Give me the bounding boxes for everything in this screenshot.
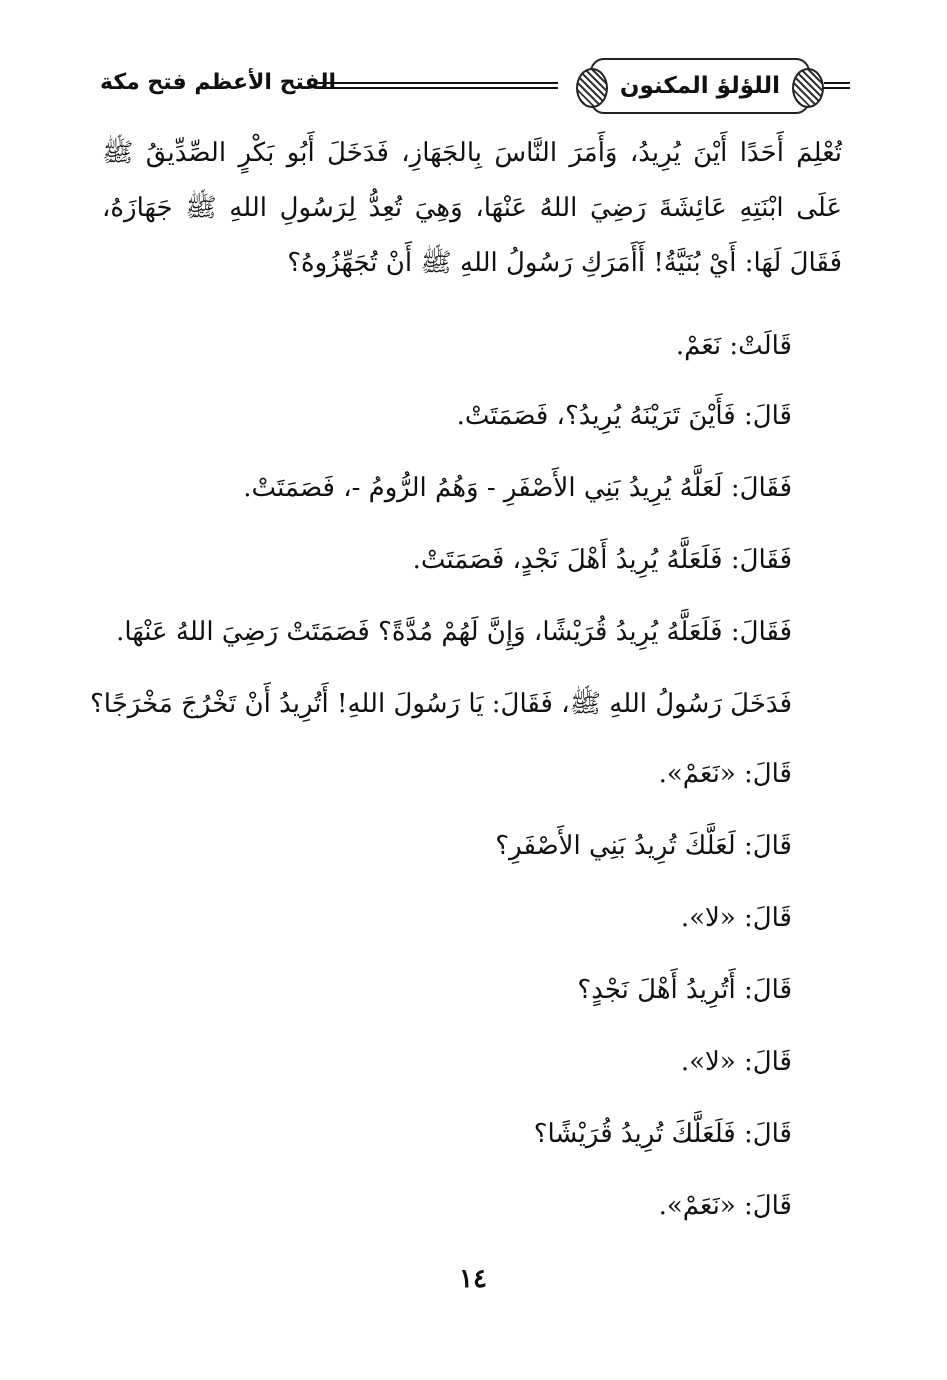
dialogue-line: فَقَالَ: لَعَلَّهُ يُرِيدُ بَنِي الأَصْفَرِ - وَهُمُ الرُّومُ -، فَصَمَتَتْ. xyxy=(243,473,792,503)
page-number: ١٤ xyxy=(459,1264,487,1294)
page-header xyxy=(100,58,850,120)
book-title-cartouche xyxy=(590,58,810,114)
header-rule-left xyxy=(318,82,558,89)
book-title: اللؤلؤ المكنون xyxy=(619,72,781,99)
dialogue-line: فَدَخَلَ رَسُولُ اللهِ ﷺ، فَقَالَ: يَا رَسُولَ اللهِ! أَتُرِيدُ أَنْ تَخْرُجَ مَخْرَجًا؟ xyxy=(89,689,792,719)
dialogue-line: قَالَ: فَلَعَلَّكَ تُرِيدُ قُرَيْشًا؟ xyxy=(533,1119,792,1149)
dialogue-line: قَالَ: «نَعَمْ». xyxy=(658,759,792,789)
dialogue-line: قَالَ: فَأَيْنَ تَرَيْنَهُ يُرِيدُ؟، فَصَمَتَتْ. xyxy=(456,401,792,431)
dialogue-line: قَالَ: أَتُرِيدُ أَهْلَ نَجْدٍ؟ xyxy=(577,975,792,1005)
dialogue-line: فَقَالَ: فَلَعَلَّهُ يُرِيدُ قُرَيْشًا، وَإِنَّ لَهُمْ مُدَّةً؟ فَصَمَتَتْ رَضِيَ اللهُ عَنْهَا. xyxy=(116,617,792,647)
chapter-title: الفتح الأعظم فتح مكة xyxy=(100,70,337,95)
header-rule-right xyxy=(824,82,850,89)
dialogue-line: قَالَتْ: نَعَمْ. xyxy=(675,331,792,361)
dialogue-line: قَالَ: لَعَلَّكَ تُرِيدُ بَنِي الأَصْفَرِ؟ xyxy=(495,831,792,861)
dialogue-line: قَالَ: «لا». xyxy=(680,1047,792,1077)
dialogue-line: قَالَ: «لا». xyxy=(680,903,792,933)
opening-paragraph: تُعْلِمَ أَحَدًا أَيْنَ يُرِيدُ، وَأَمَرَ النَّاسَ بِالجَهَازِ، فَدَخَلَ أَبُو بَكْرٍ الصِّدِّيقُ ﷺ عَلَى ابْنَتِهِ عَائِشَةَ رَضِيَ اللهُ عَنْهَا، وَهِيَ تُعِدُّ لِرَسُولِ اللهِ ﷺ جَهَازَهُ، فَقَالَ لَهَا: أَيْ بُنَيَّةُ! أَأَمَرَكِ رَسُولُ اللهِ ﷺ أَنْ تُجَهِّزُوهُ؟ xyxy=(102,138,842,278)
dialogue-line: قَالَ: «نَعَمْ». xyxy=(658,1191,792,1221)
dialogue-line: فَقَالَ: فَلَعَلَّهُ يُرِيدُ أَهْلَ نَجْدٍ، فَصَمَتَتْ. xyxy=(412,545,792,575)
